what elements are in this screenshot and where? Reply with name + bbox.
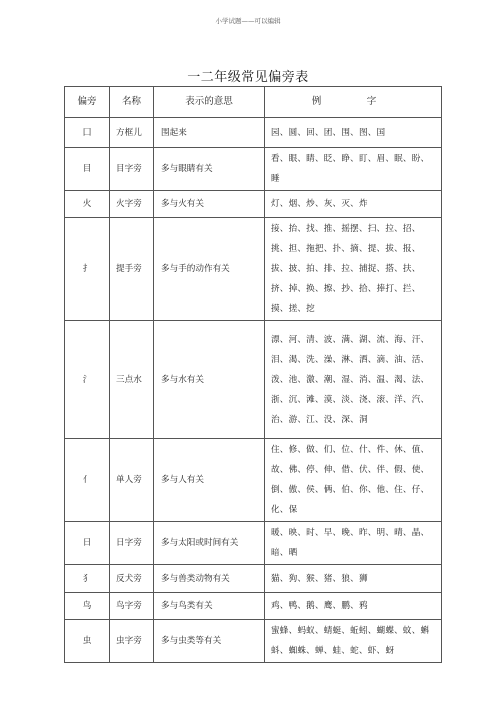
meaning-cell: 多与手的动作有关	[154, 218, 265, 321]
table-row	[65, 148, 442, 191]
examples-cell: 漂、河、清、波、满、湖、流、海、汗、泪、渴、洗、澡、淋、洒、滴、油、活、泼、池、激、潮、湿、消、温、渴、法、浙、沉、滩、漠、淡、浇、滚、洋、汽、治、游、江、没、深、洞	[265, 321, 442, 439]
table-row	[65, 593, 442, 620]
radical-cell: 虫	[65, 620, 110, 663]
name-cell: 三点水	[110, 321, 154, 439]
page-header: 小学试题——可以编辑	[215, 17, 281, 25]
table-row	[65, 439, 442, 522]
examples-cell: 蜜蜂、蚂蚁、蜻蜓、蚯蚓、蝴蝶、蚊、蝌蚪、蜘蛛、蝉、蛙、蛇、虾、蚜	[265, 620, 442, 663]
table-row	[65, 522, 442, 565]
examples-cell: 园、圆、回、团、围、图、国	[265, 118, 442, 148]
meaning-cell: 多与虫类等有关	[154, 620, 265, 663]
examples-cell: 暖、映、时、早、晚、昨、明、晴、晶、暗、晒	[265, 522, 442, 565]
page-title: 一二年级常见偏旁表	[187, 70, 309, 85]
meaning-cell: 多与兽类动物有关	[154, 565, 265, 593]
meaning-cell: 多与太阳或时间有关	[154, 522, 265, 565]
examples-cell: 猫、狗、猴、猪、狼、狮	[265, 565, 442, 593]
name-cell: 单人旁	[110, 439, 154, 522]
table-row	[65, 218, 442, 321]
column-header-name: 名称	[110, 87, 154, 118]
meaning-cell: 多与人有关	[154, 439, 265, 522]
column-header-radical: 偏旁	[65, 87, 110, 118]
name-cell: 反犬旁	[110, 565, 154, 593]
table-row	[65, 118, 442, 148]
name-cell: 鸟字旁	[110, 593, 154, 620]
radical-cell: 目	[65, 148, 110, 191]
meaning-cell: 围起来	[154, 118, 265, 148]
table-header-row	[65, 87, 442, 118]
meaning-cell: 多与火有关	[154, 191, 265, 218]
name-cell: 日字旁	[110, 522, 154, 565]
radical-cell: 亻	[65, 439, 110, 522]
examples-cell: 灯、烟、炒、灰、灭、炸	[265, 191, 442, 218]
table-row	[65, 321, 442, 439]
meaning-cell: 多与鸟类有关	[154, 593, 265, 620]
name-cell: 方框儿	[110, 118, 154, 148]
table-row	[65, 620, 442, 663]
radical-cell: 日	[65, 522, 110, 565]
radical-table	[64, 86, 442, 663]
column-header-examples: 例 字	[265, 87, 442, 118]
radical-cell: 氵	[65, 321, 110, 439]
column-header-meaning: 表示的意思	[154, 87, 265, 118]
examples-cell: 住、修、做、们、位、什、件、休、值、故、佛、停、伸、借、伏、伴、假、使、倒、傲、侯、俩、伯、你、他、住、仔、化、保	[265, 439, 442, 522]
radical-cell: 火	[65, 191, 110, 218]
examples-cell: 看、眼、睛、眨、睁、盯、眉、眠、盼、睡	[265, 148, 442, 191]
radical-cell: 鸟	[65, 593, 110, 620]
meaning-cell: 多与水有关	[154, 321, 265, 439]
radical-cell: 扌	[65, 218, 110, 321]
examples-cell: 鸡、鸭、鹅、鹰、鹏、鸦	[265, 593, 442, 620]
table-row	[65, 191, 442, 218]
table-row	[65, 565, 442, 593]
radical-cell: 犭	[65, 565, 110, 593]
name-cell: 虫字旁	[110, 620, 154, 663]
meaning-cell: 多与眼睛有关	[154, 148, 265, 191]
name-cell: 目字旁	[110, 148, 154, 191]
name-cell: 火字旁	[110, 191, 154, 218]
name-cell: 提手旁	[110, 218, 154, 321]
examples-cell: 接、抬、找、推、摇摆、扫、拉、招、挑、担、拖把、扑、摘、提、拔、报、拔、披、拍、排、拉、捕捉、搭、扶、挤、掉、换、擦、抄、拾、捧打、拦、摸、搓、挖	[265, 218, 442, 321]
radical-cell: 囗	[65, 118, 110, 148]
